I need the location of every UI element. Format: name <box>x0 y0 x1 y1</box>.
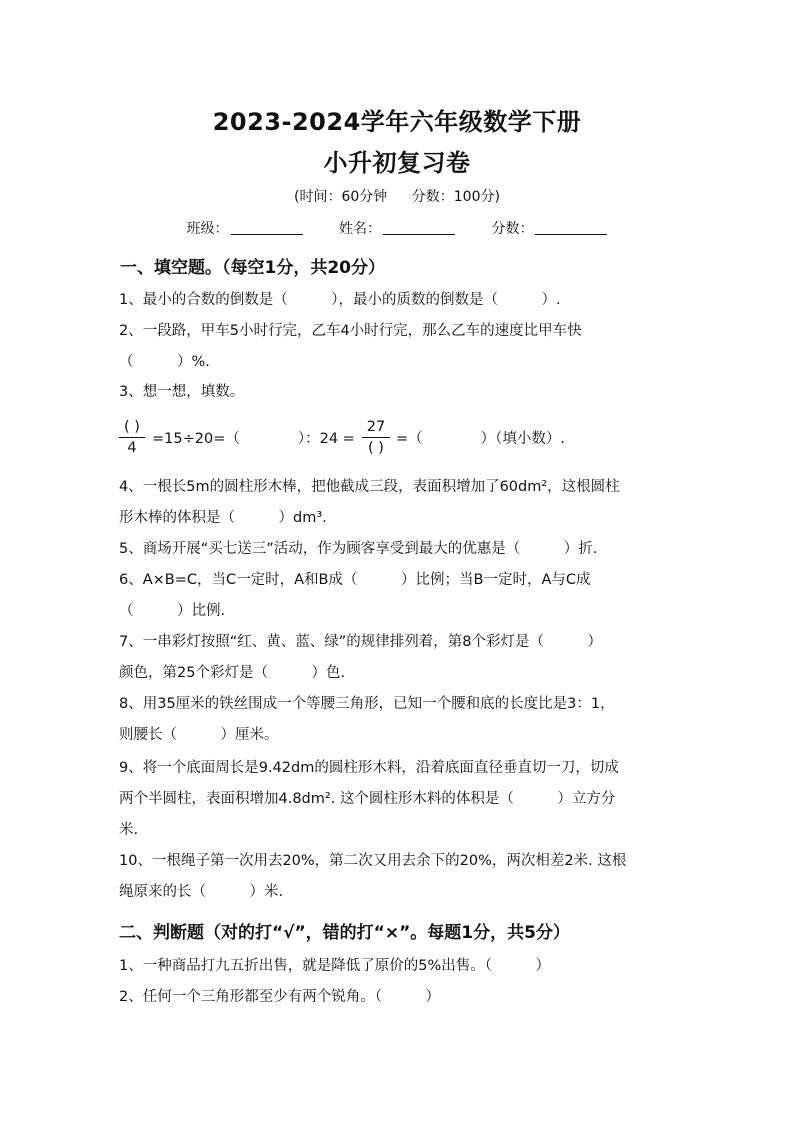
fraction-1-numerator: ( ) <box>124 419 140 435</box>
fraction-2 <box>362 418 390 457</box>
question-line: 2、一段路，甲车5小时行完，乙车4小时行完，那么乙车的速度比甲车快 <box>119 323 582 339</box>
score-label: 分数： <box>491 221 534 237</box>
name-field <box>339 218 455 238</box>
question-line: 绳原来的长（ ）米. <box>119 884 284 900</box>
fraction-2-denominator: ( ) <box>368 440 384 456</box>
student-info <box>0 218 794 238</box>
exam-meta <box>0 186 794 206</box>
question-line: 10、一根绳子第一次用去20%，第二次又用去余下的20%，两次相差2米. 这根 <box>119 853 627 869</box>
fraction-1-bar <box>119 437 145 438</box>
question-line: 3、想一想，填数。 <box>119 384 245 400</box>
question-line: 8、用35厘米的铁丝围成一个等腰三角形，已知一个腰和底的长度比是3：1， <box>119 696 615 712</box>
fraction-equation-part2: =（ ）（填小数）. <box>396 431 566 447</box>
fraction-equation-part1: =15÷20=（ ）：24 = <box>152 431 355 447</box>
question-line: 5、商场开展“买七送三”活动，作为顾客享受到最大的优惠是（ ）折. <box>119 541 598 557</box>
question-line: 7、一串彩灯按照“红、黄、蓝、绿”的规律排列着，第8个彩灯是（ ） <box>119 634 602 650</box>
question-line: 4、一根长5m的圆柱形木棒，把他截成三段，表面积增加了60dm²，这根圆柱 <box>119 479 620 495</box>
class-blank <box>231 220 303 235</box>
fraction-1-denominator: 4 <box>127 440 137 456</box>
class-label: 班级： <box>186 221 229 237</box>
class-field <box>187 218 303 238</box>
name-label: 姓名： <box>339 221 381 237</box>
question-line: 则腰长（ ）厘米。 <box>119 727 279 743</box>
question-line: 9、将一个底面周长是9.42dm的圆柱形木料，沿着底面直径垂直切一刀，切成 <box>119 760 619 776</box>
question-line: 米. <box>119 822 139 838</box>
question-line: 形木棒的体积是（ ）dm³. <box>119 510 327 526</box>
total-score: 分数：100分) <box>411 189 500 205</box>
fraction-1 <box>119 418 145 457</box>
exam-subtitle: 小升初复习卷 <box>323 149 471 177</box>
question-line: 1、最小的合数的倒数是（ ），最小的质数的倒数是（ ）. <box>119 292 561 308</box>
question-line: （ ）比例. <box>119 603 226 619</box>
question-line: 两个半圆柱，表面积增加4.8dm². 这个圆柱形木料的体积是（ ）立方分 <box>119 791 616 807</box>
time-limit: (时间：60分钟 <box>294 189 388 205</box>
question-line: 2、任何一个三角形都至少有两个锐角。（ ） <box>119 989 440 1005</box>
question-line: 6、A×B=C，当C一定时，A和B成（ ）比例；当B一定时，A与C成 <box>119 572 591 588</box>
fraction-2-numerator: 27 <box>366 419 386 435</box>
score-blank <box>535 220 607 235</box>
name-blank <box>383 220 455 235</box>
fraction-2-bar <box>362 437 390 438</box>
question-line: 1、一种商品打九五折出售，就是降低了原价的5%出售。（ ） <box>119 958 550 974</box>
section1-heading: 一、填空题。（每空1分，共20分） <box>120 258 385 278</box>
exam-title: 2023-2024学年六年级数学下册 <box>212 108 582 136</box>
question-line: 颜色，第25个彩灯是（ ）色. <box>119 665 346 681</box>
question-line: （ ）%. <box>119 354 210 370</box>
score-field <box>491 218 607 238</box>
section2-heading: 二、判断题（对的打“√”，错的打“×”。每题1分，共5分） <box>119 923 570 943</box>
